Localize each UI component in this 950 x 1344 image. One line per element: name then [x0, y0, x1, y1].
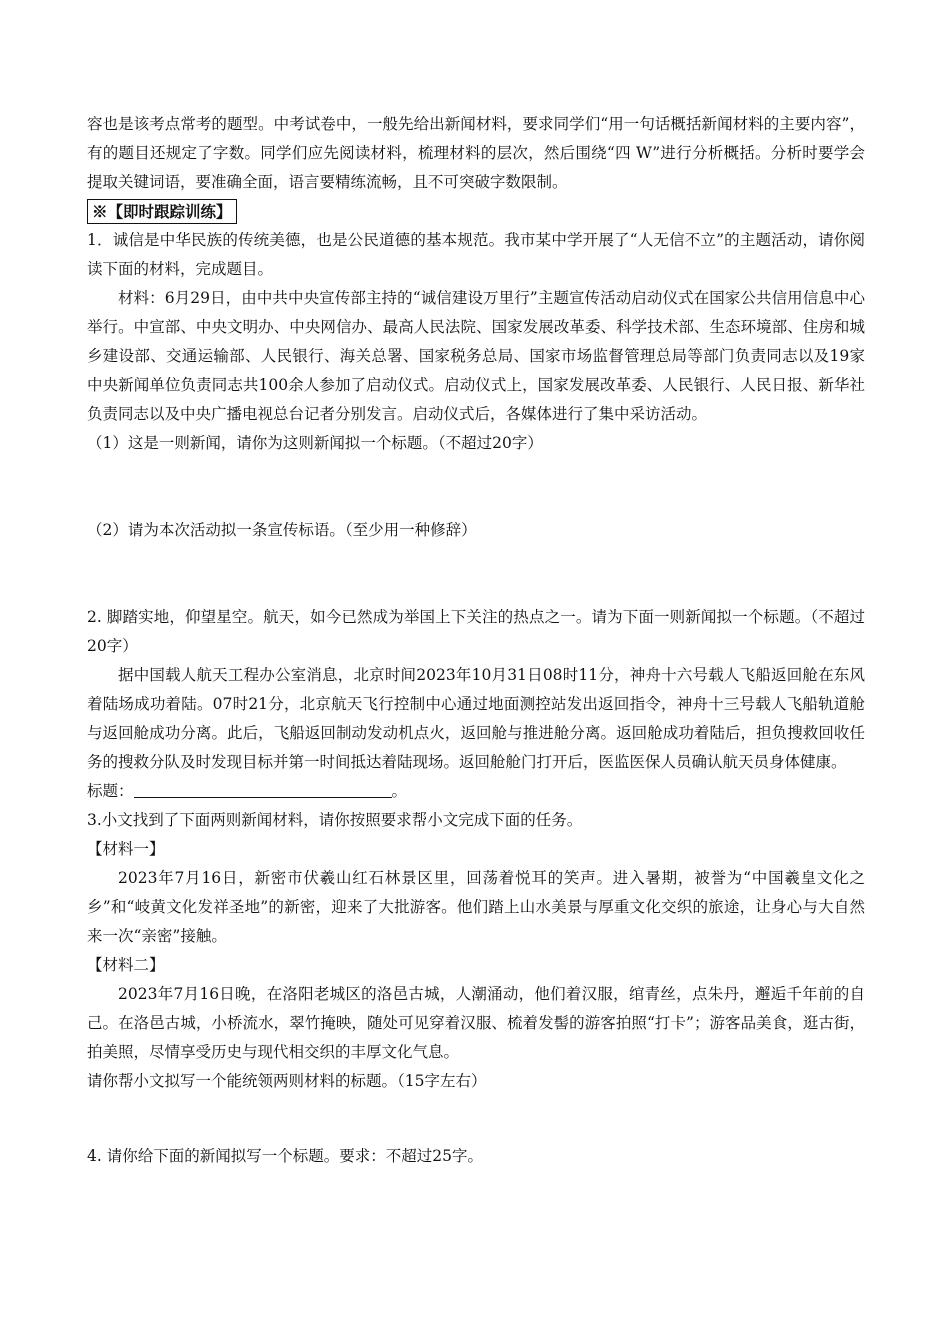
q1-sub1: （1）这是一则新闻，请你为这则新闻拟一个标题。（不超过20字）	[87, 434, 543, 452]
section-heading-wrap	[87, 197, 865, 226]
q4-stem: 4. 请你给下面的新闻拟写一个标题。要求：不超过25字。	[87, 1147, 483, 1165]
q3-stem: 3.小文找到了下面两则新闻材料，请你按照要求帮小文完成下面的任务。	[87, 811, 583, 829]
q2-material: 据中国载人航天工程办公室消息，北京时间2023年10月31日08时11分，神舟十六号载人飞船返回舱在东风着陆场成功着陆。07时21分，北京航天飞行控制中心通过地面测控站发出返回指令，神舟十三号载人飞船轨道舱与返回舱成功分离。此后，飞船返回制动发动机点火，返回舱与推进舱分离。返回舱成功着陆后，担负搜救回收任务的搜救分队及时发现目标并第一时间抵达着陆现场。返回舱舱门打开后，医监医保人员确认航天员身体健康。	[87, 666, 865, 771]
q3-material1: 2023年7月16日，新密市伏羲山红石林景区里，回荡着悦耳的笑声。进入暑期，被誉为“中国羲皇文化之乡”和“岐黄文化发祥圣地”的新密，迎来了大批游客。他们踏上山水美景与厚重文化交织的旅途，让身心与大自然来一次“亲密”接触。	[87, 869, 865, 945]
q3-answer-space[interactable]	[87, 1096, 865, 1142]
intro-paragraph: 容也是该考点常考的题型。中考试卷中，一般先给出新闻材料，要求同学们“用一句话概括新闻材料的主要内容”，有的题目还规定了字数。同学们应先阅读材料，梳理材料的层次，然后围绕“四 W”进行分析概括。分析时要学会提取关键词语，要准确全面，语言要精练流畅，且不可突破字数限制。	[87, 115, 865, 191]
q3-task: 请你帮小文拟写一个能统领两则材料的标题。（15字左右）	[87, 1072, 487, 1090]
section-heading: ※【即时跟踪训练】	[87, 199, 237, 224]
q1-sub2-answer-space[interactable]	[87, 545, 865, 603]
q3-material2-label: 【材料二】	[87, 956, 165, 974]
document-page	[87, 110, 865, 1171]
q1-material: 材料：6月29日，由中共中央宣传部主持的“诚信建设万里行”主题宣传活动启动仪式在国家公共信用信息中心举行。中宣部、中央文明办、中央网信办、最高人民法院、国家发展改革委、科学技术部、生态环境部、住房和城乡建设部、交通运输部、人民银行、海关总署、国家税务总局、国家市场监督管理总局等部门负责同志以及19家中央新闻单位负责同志共100余人参加了启动仪式。启动仪式上，国家发展改革委、人民银行、人民日报、新华社负责同志以及中央广播电视总台记者分别发言。启动仪式后，各媒体进行了集中采访活动。	[87, 289, 865, 423]
q3-material1-label: 【材料一】	[87, 840, 165, 858]
q2-answer-blank[interactable]	[134, 779, 392, 798]
q3-material2: 2023年7月16日晚，在洛阳老城区的洛邑古城，人潮涌动，他们着汉服，绾青丝，点朱丹，邂逅千年前的自己。在洛邑古城，小桥流水，翠竹掩映，随处可见穿着汉服、梳着发髻的游客拍照“打卡”；游客品美食，逛古街，拍美照，尽情享受历史与现代相交织的丰厚文化气息。	[87, 985, 865, 1061]
q2-stem: 2. 脚踏实地，仰望星空。航天，如今已然成为举国上下关注的热点之一。请为下面一则新闻拟一个标题。（不超过20字）	[87, 608, 865, 655]
q2-answer-end: 。	[391, 782, 408, 800]
q1-stem: 1．诚信是中华民族的传统美德，也是公民道德的基本规范。我市某中学开展了“人无信不立”的主题活动，请你阅读下面的材料，完成题目。	[87, 231, 865, 278]
q2-answer-line	[87, 777, 865, 806]
q2-answer-label: 标题：	[87, 782, 134, 800]
q1-sub2: （2）请为本次活动拟一条宣传标语。（至少用一种修辞）	[87, 521, 477, 539]
q1-sub1-answer-space[interactable]	[87, 458, 865, 516]
